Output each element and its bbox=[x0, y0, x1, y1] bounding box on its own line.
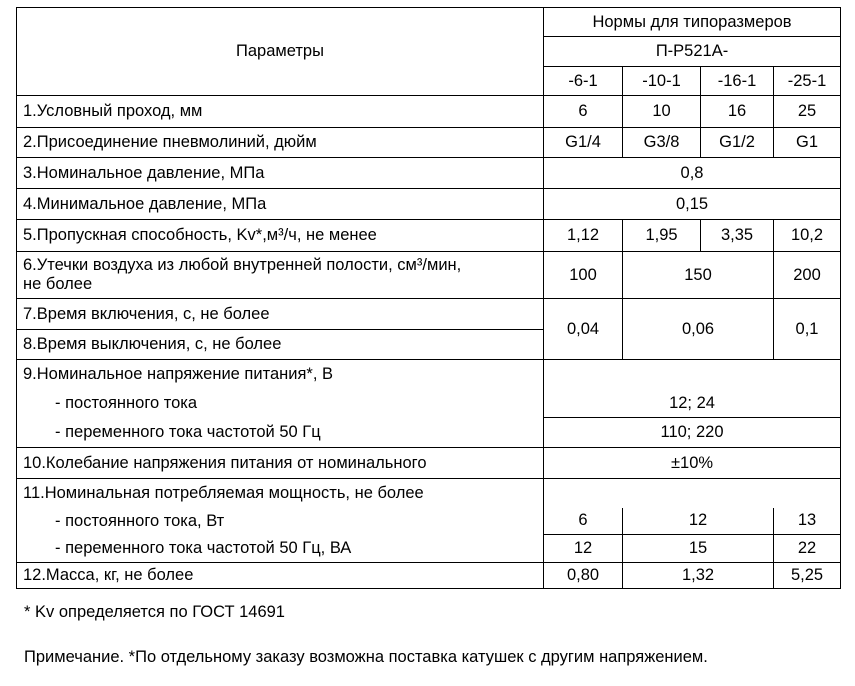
cell-value: 22 bbox=[774, 535, 841, 563]
cell-value: G3/8 bbox=[623, 128, 701, 158]
row-label: 10.Колебание напряжения питания от номинального bbox=[17, 448, 544, 479]
cell-value: 6 bbox=[544, 508, 623, 535]
cell-value: 13 bbox=[774, 508, 841, 535]
cell-value: 0,1 bbox=[774, 299, 841, 360]
footnote: * Kv определяется по ГОСТ 14691 bbox=[24, 603, 285, 621]
row-label: 3.Номинальное давление, МПа bbox=[17, 158, 544, 189]
cell-value: 200 bbox=[774, 252, 841, 299]
row-label-line: не более bbox=[23, 275, 93, 293]
cell-value: 10 bbox=[623, 96, 701, 128]
cell-value: 0,80 bbox=[544, 563, 623, 589]
row-sublabel: - переменного тока частотой 50 Гц bbox=[17, 418, 544, 448]
row-label: 9.Номинальное напряжение питания*, В bbox=[17, 360, 544, 390]
cell-value: 25 bbox=[774, 96, 841, 128]
row-label-line: 6.Утечки воздуха из любой внутренней полости, см³/мин, bbox=[23, 256, 462, 274]
row-label: 11.Номинальная потребляемая мощность, не более bbox=[17, 479, 544, 508]
cell-value: 0,15 bbox=[544, 189, 841, 220]
cell-value: G1 bbox=[774, 128, 841, 158]
cell-value: G1/4 bbox=[544, 128, 623, 158]
cell-value: 12; 24 bbox=[544, 390, 841, 418]
cell-value: 0,8 bbox=[544, 158, 841, 189]
row-label: 1.Условный проход, мм bbox=[17, 96, 544, 128]
row-label: 4.Минимальное давление, МПа bbox=[17, 189, 544, 220]
cell-value: 12 bbox=[544, 535, 623, 563]
cell-value: 100 bbox=[544, 252, 623, 299]
row-label-multiline bbox=[17, 252, 544, 299]
cell-value: 0,06 bbox=[623, 299, 774, 360]
cell-value: 12 bbox=[623, 508, 774, 535]
note: Примечание. *По отдельному заказу возможна поставка катушек с другим напряжением. bbox=[24, 648, 708, 666]
row-label: 8.Время выключения, с, не более bbox=[17, 330, 544, 360]
row-sublabel: - постоянного тока, Вт bbox=[17, 508, 544, 535]
row-label: 7.Время включения, с, не более bbox=[17, 299, 544, 330]
row-label: 5.Пропускная способность, Kv*,м³/ч, не менее bbox=[17, 220, 544, 252]
header-size: -16-1 bbox=[701, 67, 774, 96]
cell-value: 110; 220 bbox=[544, 418, 841, 448]
row-label: 12.Масса, кг, не более bbox=[17, 563, 544, 589]
cell-value: G1/2 bbox=[701, 128, 774, 158]
header-params: Параметры bbox=[17, 8, 544, 96]
cell-value: 3,35 bbox=[701, 220, 774, 252]
cell-value: 1,32 bbox=[623, 563, 774, 589]
cell-value: ±10% bbox=[544, 448, 841, 479]
cell-value: 15 bbox=[623, 535, 774, 563]
cell-value: 1,95 bbox=[623, 220, 701, 252]
spec-table bbox=[16, 7, 841, 589]
cell-value: 1,12 bbox=[544, 220, 623, 252]
cell-value: 6 bbox=[544, 96, 623, 128]
cell-value: 5,25 bbox=[774, 563, 841, 589]
header-norms: Нормы для типоразмеров bbox=[544, 8, 841, 37]
header-model: П-Р521А- bbox=[544, 37, 841, 67]
cell-value: 0,04 bbox=[544, 299, 623, 360]
header-size: -25-1 bbox=[774, 67, 841, 96]
cell-value: 150 bbox=[623, 252, 774, 299]
empty-cell bbox=[544, 360, 841, 390]
header-size: -6-1 bbox=[544, 67, 623, 96]
cell-value: 10,2 bbox=[774, 220, 841, 252]
header-size: -10-1 bbox=[623, 67, 701, 96]
row-sublabel: - постоянного тока bbox=[17, 390, 544, 418]
empty-cell bbox=[544, 479, 841, 508]
cell-value: 16 bbox=[701, 96, 774, 128]
row-sublabel: - переменного тока частотой 50 Гц, ВА bbox=[17, 535, 544, 563]
row-label: 2.Присоединение пневмолиний, дюйм bbox=[17, 128, 544, 158]
